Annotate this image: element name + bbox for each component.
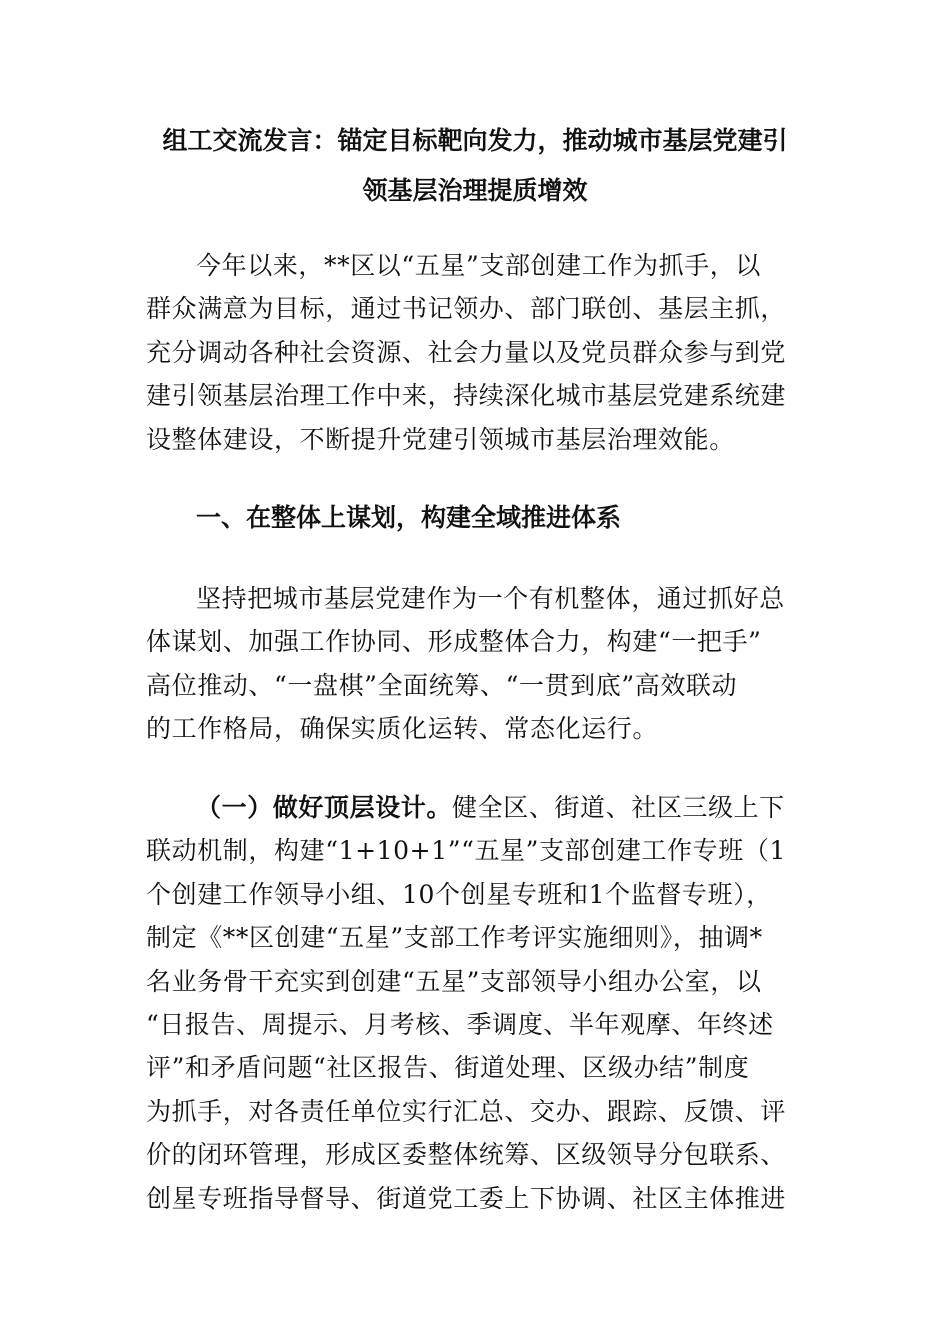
text-line: 联动机制，构建“1+10+1”“五星”支部创建工作专班（1 [146, 836, 786, 866]
text-line: 评”和矛盾问题“社区报告、街道处理、区级办结”制度 [146, 1053, 750, 1083]
section1-paragraph [146, 577, 806, 751]
text-line: 创星专班指导督导、街道党工委上下协调、社区主体推进 [146, 1183, 787, 1213]
text-line: 今年以来，**区以“五星”支部创建工作为抓手，以 [196, 251, 761, 280]
subsection-label: （一）做好顶层设计。 [196, 793, 453, 822]
title-line-2: 领基层治理提质增效 [362, 176, 588, 205]
text-line [146, 786, 806, 829]
intro-paragraph [146, 244, 806, 461]
text-line: 个创建工作领导小组、10个创星专班和1个监督专班）， [146, 879, 772, 909]
text-line: 为抓手，对各责任单位实行汇总、交办、跟踪、反馈、评 [146, 1096, 787, 1126]
text-line: 高位推动、“一盘棋”全面统筹、“一贯到底”高效联动 [146, 670, 738, 700]
text-line: 的工作格局，确保实质化运转、常态化运行。 [146, 714, 659, 744]
text-line: 名业务骨干充实到创建“五星”支部领导小组办公室，以 [146, 966, 762, 996]
text-line: 建引领基层治理工作中来，持续深化城市基层党建系统建 [146, 381, 787, 411]
text-line: “日报告、周提示、月考核、季调度、半年观摩、年终述 [146, 1010, 774, 1040]
text-line: 设整体建设，不断提升党建引领城市基层治理效能。 [146, 424, 735, 454]
text-line: 群众满意为目标，通过书记领办、部门联创、基层主抓， [146, 294, 787, 324]
text-run: 健全区、街道、社区三级上下 [452, 793, 785, 822]
text-line: 坚持把城市基层党建作为一个有机整体，通过抓好总 [196, 584, 785, 613]
text-line: 价的闭环管理，形成区委整体统筹、区级领导分包联系、 [146, 1140, 787, 1170]
title-line-1: 组工交流发言：锚定目标靶向发力，推动城市基层党建引 [162, 126, 788, 155]
text-line: 体谋划、加强工作协同、形成整体合力，构建“一把手” [146, 627, 762, 657]
text-line: 充分调动各种社会资源、社会力量以及党员群众参与到党 [146, 337, 787, 367]
text-line: 制定《**区创建“五星”支部工作考评实施细则》，抽调* [146, 923, 763, 953]
subsection1-paragraph [146, 786, 806, 1220]
document-title [130, 116, 820, 216]
section-heading-1: 一、在整体上谋划，构建全域推进体系 [196, 503, 622, 532]
